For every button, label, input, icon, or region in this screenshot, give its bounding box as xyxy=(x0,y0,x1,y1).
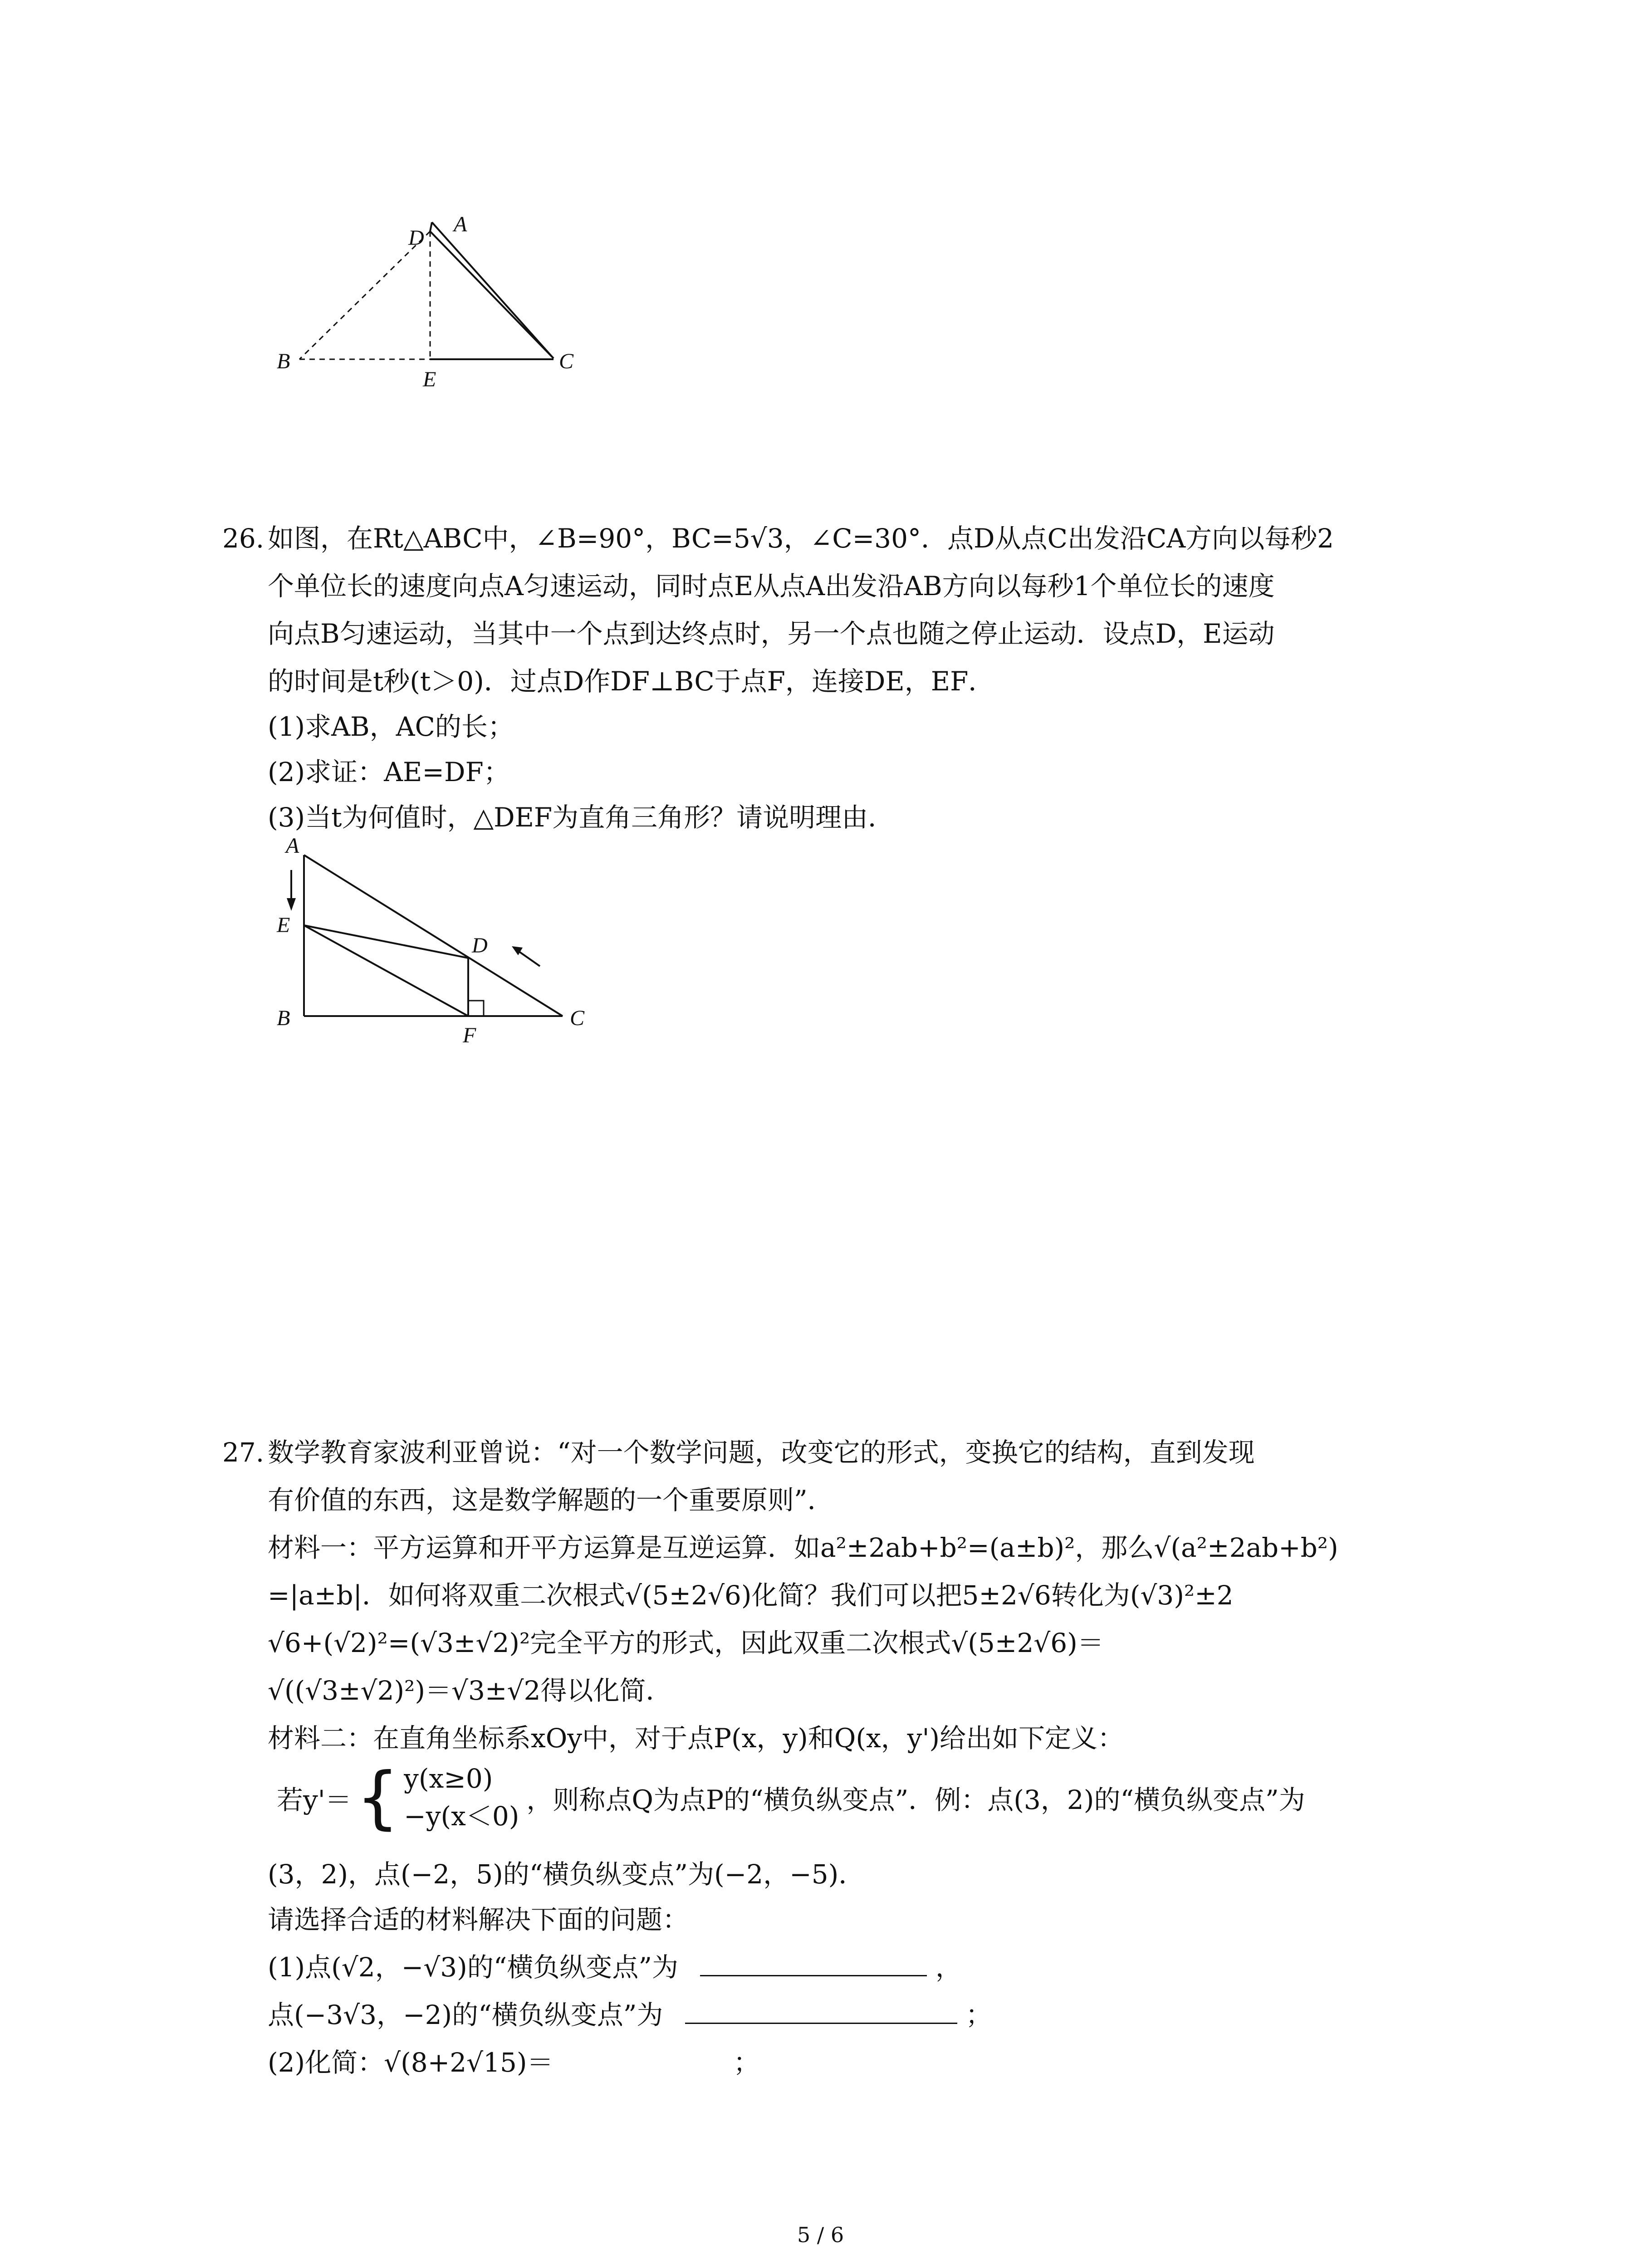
fig1-label-b: B xyxy=(277,349,290,373)
q27-m2-if: 若y'＝ xyxy=(277,1784,352,1815)
q26-part1: (1)求AB，AC的长； xyxy=(268,711,514,742)
q27-part1a xyxy=(268,1946,962,1984)
fig1-label-e: E xyxy=(423,367,436,391)
q26-part2: (2)求证：AE=DF； xyxy=(268,757,510,787)
q27-line2: 有价值的东西，这是数学解题的一个重要原则”． xyxy=(268,1485,834,1515)
q27-part2 xyxy=(268,2041,759,2079)
q27-part1b xyxy=(268,1994,992,2032)
q27-part1b-end: ； xyxy=(965,1999,992,2030)
q27-part2-end: ； xyxy=(733,2047,760,2078)
q27-piecewise-definition xyxy=(277,1758,1305,1837)
q27-text1: 数学教育家波利亚曾说：“对一个数学问题，改变它的形式，变换它的结构，直到发现 xyxy=(268,1437,1255,1468)
q26-line2: 个单位长的速度向点A匀速运动，同时点E从点A出发沿AB方向以每秒1个单位长的速度 xyxy=(268,571,1275,601)
figure-triangle-2 xyxy=(263,835,599,1052)
q27-part1a-text: (1)点(√2，−√3)的“横负纵变点”为 xyxy=(268,1952,679,1983)
q27-m2-case1: y(x≥0) xyxy=(404,1763,493,1794)
fig2-label-c: C xyxy=(570,1006,585,1030)
q26-line4: 的时间是t秒(t＞0)．过点D作DF⊥BC于点F，连接DE，EF． xyxy=(268,666,995,697)
fig2-label-b: B xyxy=(277,1006,290,1030)
q27-line1 xyxy=(222,1431,1255,1469)
fig1-label-c: C xyxy=(559,349,574,373)
q26-part3: (3)当t为何值时，△DEF为直角三角形？请说明理由． xyxy=(268,802,895,833)
q27-m1-line4: √((√3±√2)²)＝√3±√2得以化简． xyxy=(268,1675,672,1706)
q27-prompt: 请选择合适的材料解决下面的问题： xyxy=(268,1904,689,1935)
q27-m2-case2: −y(x＜0) xyxy=(404,1801,519,1832)
figure-triangle-1-svg xyxy=(254,204,599,395)
q27-part2-text: (2)化简：√(8+2√15)＝ xyxy=(268,2047,554,2078)
q27-part1a-end: ， xyxy=(935,1952,962,1983)
q27-m2-rest: ，则称点Q为点P的“横负纵变点”．例：点(3，2)的“横负纵变点”为 xyxy=(526,1784,1305,1815)
figure-triangle-2-svg xyxy=(263,835,599,1052)
q27-m2-line1: 材料二：在直角坐标系xOy中，对于点P(x，y)和Q(x，y')给出如下定义： xyxy=(268,1723,1124,1754)
q26-number: 26. xyxy=(222,523,265,554)
q27-m1-line3: √6+(√2)²=(√3±√2)²完全平方的形式，因此双重二次根式√(5±2√6)＝ xyxy=(268,1628,1104,1658)
fig1-label-a: A xyxy=(454,212,467,236)
fig2-label-a: A xyxy=(286,835,299,858)
q27-m2-line3: (3，2)，点(−2，5)的“横负纵变点”为(−2，−5)． xyxy=(268,1859,865,1890)
answer-blank-2[interactable] xyxy=(685,1996,957,2024)
q27-m1-line1: 材料一：平方运算和开平方运算是互逆运算．如a²±2ab+b²=(a±b)²，那么√(a²±2ab+b²) xyxy=(268,1532,1338,1563)
q27-part1b-text: 点(−3√3，−2)的“横负纵变点”为 xyxy=(268,1999,663,2030)
fig2-label-f: F xyxy=(463,1023,476,1047)
fig2-label-e: E xyxy=(277,913,290,937)
figure-triangle-1 xyxy=(254,204,599,395)
q26-line1 xyxy=(222,517,1334,555)
answer-blank-1[interactable] xyxy=(700,1949,927,1976)
brace-icon: { xyxy=(356,1758,400,1837)
page-number: 5 / 6 xyxy=(797,2223,844,2247)
q27-number: 27. xyxy=(222,1437,265,1468)
fig1-label-d: D xyxy=(408,226,424,250)
fig2-label-d: D xyxy=(472,934,488,958)
q26-text1: 如图，在Rt△ABC中，∠B=90°，BC=5√3，∠C=30°．点D从点C出发沿CA方向以每秒2 xyxy=(268,523,1334,554)
q26-line3: 向点B匀速运动，当其中一个点到达终点时，另一个点也随之停止运动．设点D，E运动 xyxy=(268,618,1275,649)
q27-m1-line2: =|a±b|．如何将双重二次根式√(5±2√6)化简？我们可以把5±2√6转化为(√3)²±2 xyxy=(268,1580,1234,1611)
